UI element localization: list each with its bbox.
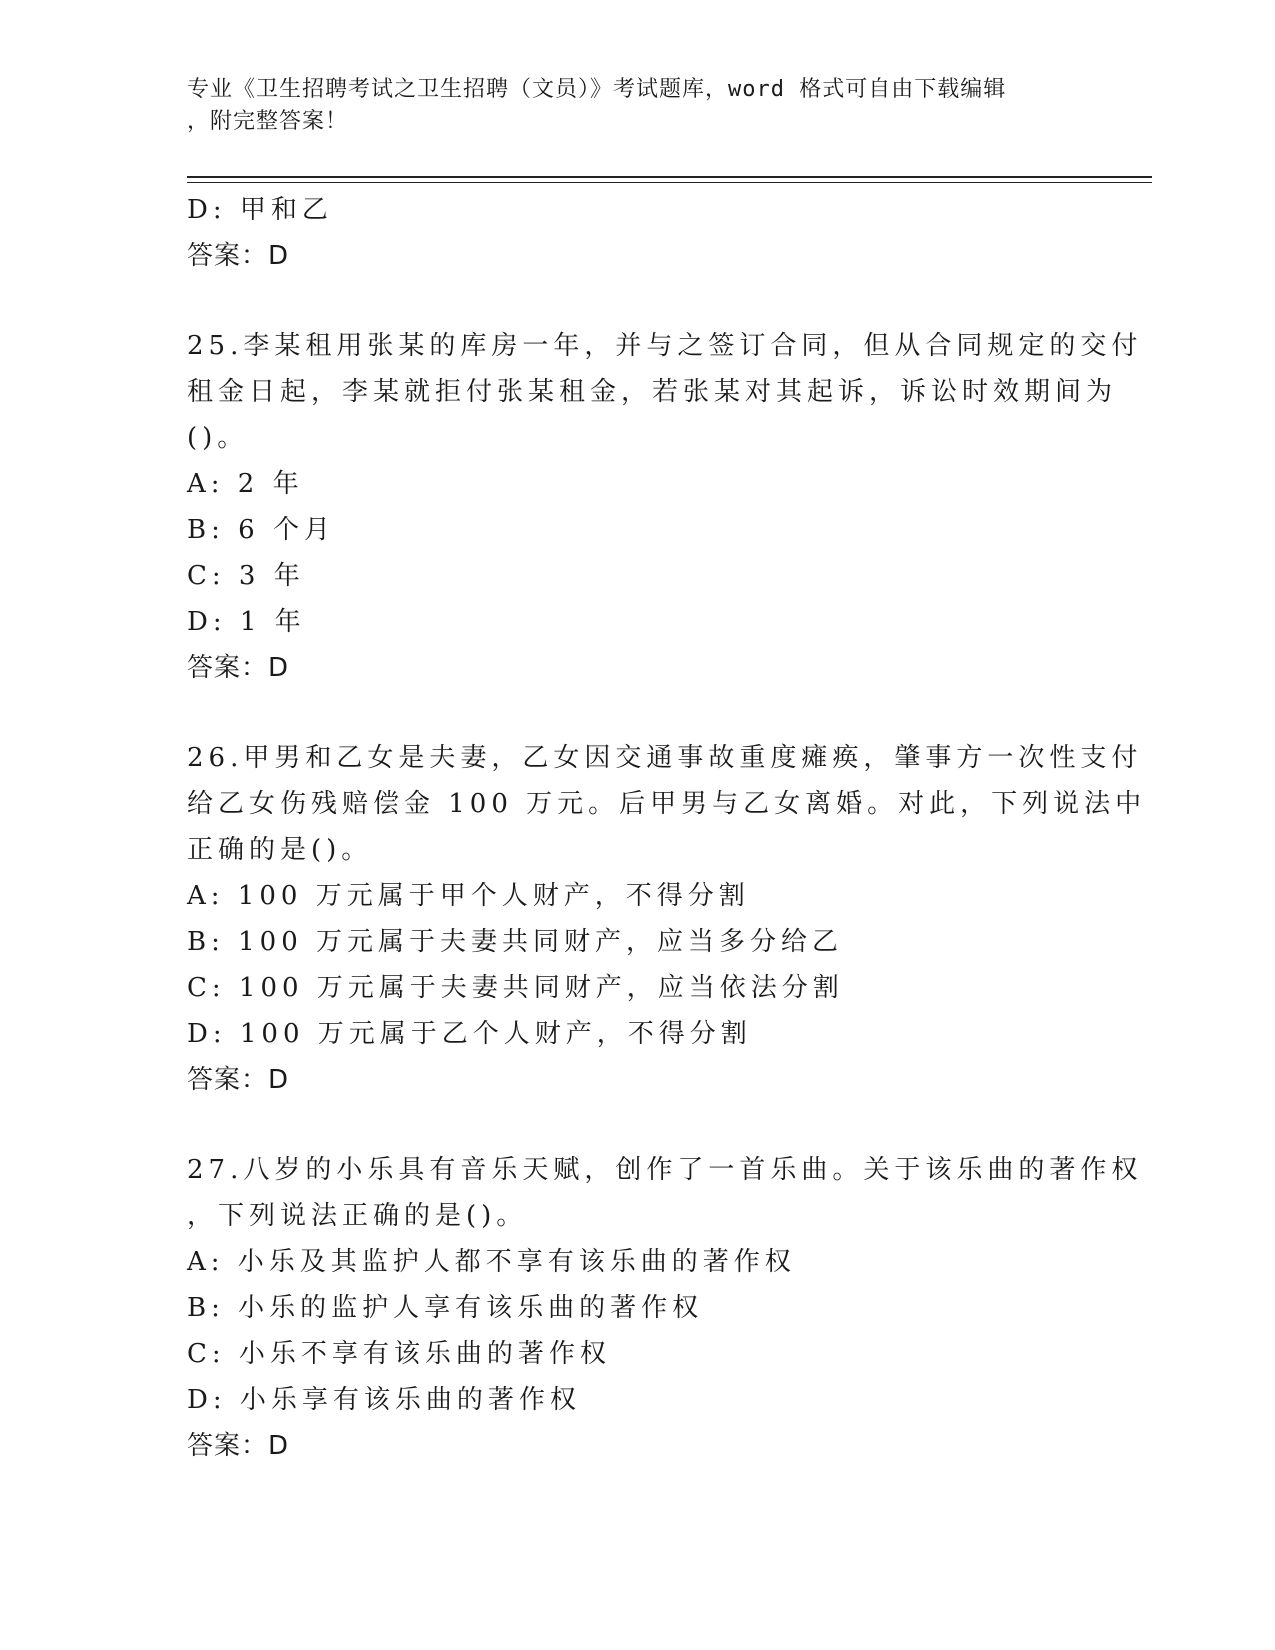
answer-prev: 答案：D	[187, 241, 290, 271]
option-a: A: 2 年	[187, 469, 304, 499]
header-line-1: 专业《卫生招聘考试之卫生招聘（文员）》考试题库，word 格式可自由下载编辑	[187, 77, 1007, 102]
question-stem-line: 正确的是()。	[187, 835, 373, 865]
option-b: B: 小乐的监护人享有该乐曲的著作权	[187, 1293, 704, 1323]
question-stem-line: ()。	[187, 423, 249, 453]
question-stem-line: 25.李某租用张某的库房一年，并与之签订合同，但从合同规定的交付	[187, 331, 1143, 361]
option-b: B: 100 万元属于夫妻共同财产，应当多分给乙	[187, 927, 844, 957]
answer: 答案：D	[187, 653, 290, 683]
question-26	[187, 735, 1147, 1103]
option-d: D: 100 万元属于乙个人财产，不得分割	[187, 1019, 752, 1049]
question-25	[187, 323, 1143, 691]
answer: 答案：D	[187, 1431, 290, 1461]
option-a: A: 100 万元属于甲个人财产，不得分割	[187, 881, 750, 911]
document-body	[187, 187, 1147, 1469]
header-rule-thick	[187, 176, 1152, 178]
option-b: B: 6 个月	[187, 515, 335, 545]
question-stem-line: 26.甲男和乙女是夫妻，乙女因交通事故重度瘫痪，肇事方一次性支付	[187, 743, 1143, 773]
question-stem-line: 27.八岁的小乐具有音乐天赋，创作了一首乐曲。关于该乐曲的著作权	[187, 1155, 1143, 1185]
option-c: C: 100 万元属于夫妻共同财产，应当依法分割	[187, 973, 844, 1003]
question-stem-line: ，下列说法正确的是()。	[187, 1201, 528, 1231]
spacer	[187, 691, 1087, 735]
option-a: A: 小乐及其监护人都不享有该乐曲的著作权	[187, 1247, 796, 1277]
option-c: C: 小乐不享有该乐曲的著作权	[187, 1339, 611, 1369]
question-27	[187, 1147, 1143, 1469]
question-stem-line: 给乙女伤残赔偿金 100 万元。后甲男与乙女离婚。对此，下列说法中	[187, 789, 1147, 819]
option-d: D: 小乐享有该乐曲的著作权	[187, 1385, 581, 1415]
spacer	[187, 1103, 1087, 1147]
answer: 答案：D	[187, 1065, 290, 1095]
option-c: C: 3 年	[187, 561, 305, 591]
option-d: D: 1 年	[187, 607, 306, 637]
header-rule-thin	[187, 182, 1152, 183]
header-line-2: ，附完整答案！	[187, 109, 349, 134]
question-stem-line: 租金日起，李某就拒付张某租金，若张某对其起诉，诉讼时效期间为	[187, 377, 1118, 407]
page-header	[187, 74, 1067, 138]
option-d-prev: D: 甲和乙	[187, 195, 333, 225]
spacer	[187, 279, 1087, 323]
